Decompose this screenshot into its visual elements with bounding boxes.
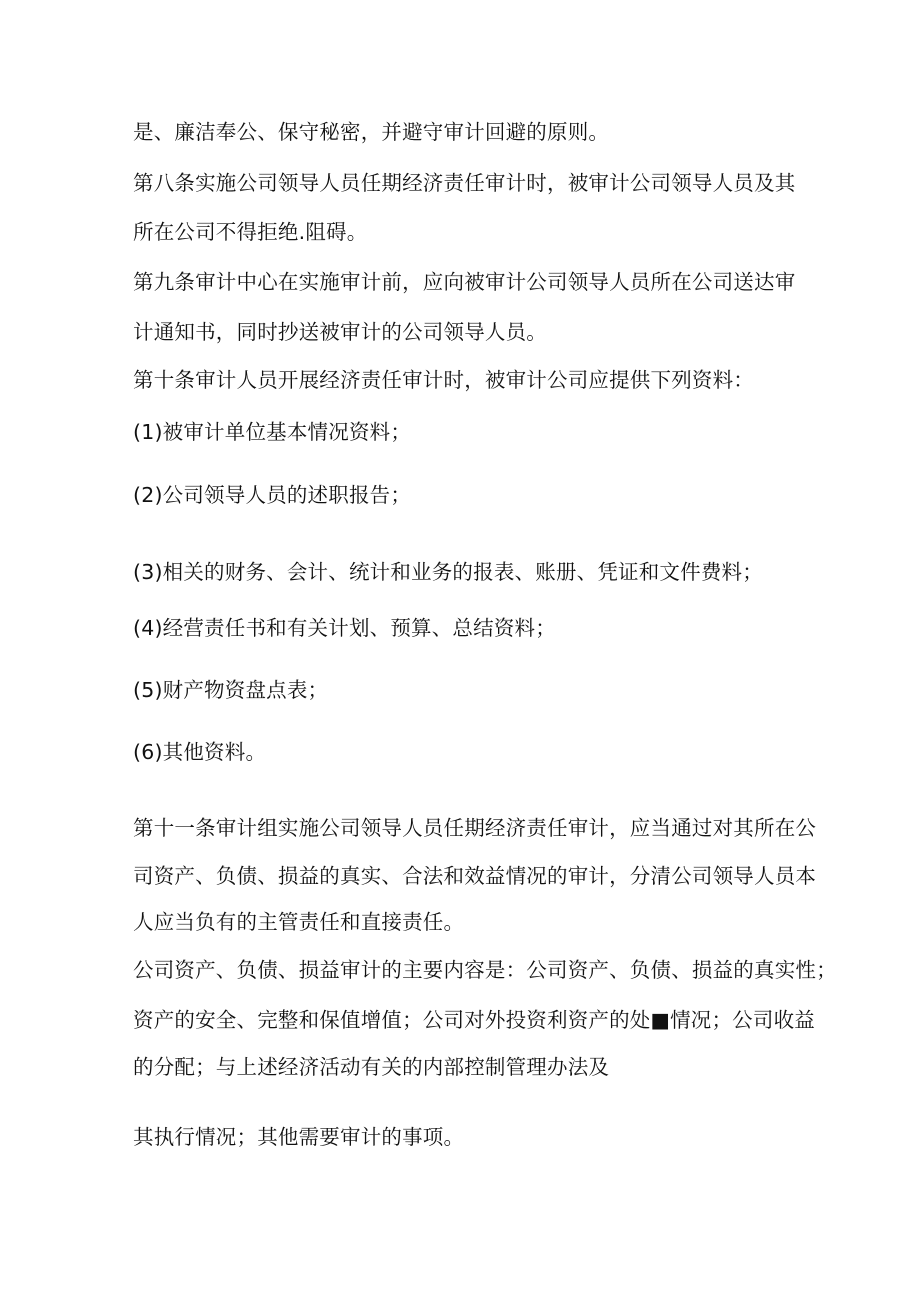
list-item: (5)财产物资盘点表； [133, 678, 329, 702]
text-line: 人应当负有的主管责任和直接责任。 [133, 910, 465, 934]
text-line: 资产的安全、完整和保值增值；公司对外投资利资产的处■情况；公司收益 [133, 1008, 815, 1032]
text-line: 所在公司不得拒绝.阻碍。 [133, 220, 368, 244]
list-item: (1)被审计单位基本情况资料； [133, 420, 412, 444]
list-item: (2)公司领导人员的述职报告； [133, 483, 412, 507]
text-line: 第九条审计中心在实施审计前，应向被审计公司领导人员所在公司送达审 [133, 270, 796, 294]
text-line: 第八条实施公司领导人员任期经济责任审计时，被审计公司领导人员及其 [133, 171, 796, 195]
text-line: 是、廉洁奉公、保守秘密，并避守审计回避的原则。 [133, 120, 610, 144]
list-item: (3)相关的财务、会计、统计和业务的报表、账册、凭证和文件费料； [133, 560, 763, 584]
text-line: 计通知书，同时抄送被审计的公司领导人员。 [133, 320, 547, 344]
text-line: 第十一条审计组实施公司领导人员任期经济责任审计，应当通过对其所在公 [133, 816, 817, 840]
text-line: 第十条审计人员开展经济责任审计时，被审计公司应提供下列资料： [133, 368, 754, 392]
list-item: (6)其他资料。 [133, 740, 267, 764]
list-item: (4)经营责任书和有关计划、预算、总结资料； [133, 616, 556, 640]
text-line: 的分配；与上述经济活动有关的内部控制管理办法及 [133, 1055, 610, 1079]
text-line: 其执行情况；其他需要审计的事项。 [133, 1125, 465, 1149]
text-line: 公司资产、负债、损益审计的主要内容是：公司资产、负债、损益的真实性； [133, 958, 837, 982]
text-line: 司资产、负债、损益的真实、合法和效益情况的审计，分清公司领导人员本 [133, 864, 817, 888]
